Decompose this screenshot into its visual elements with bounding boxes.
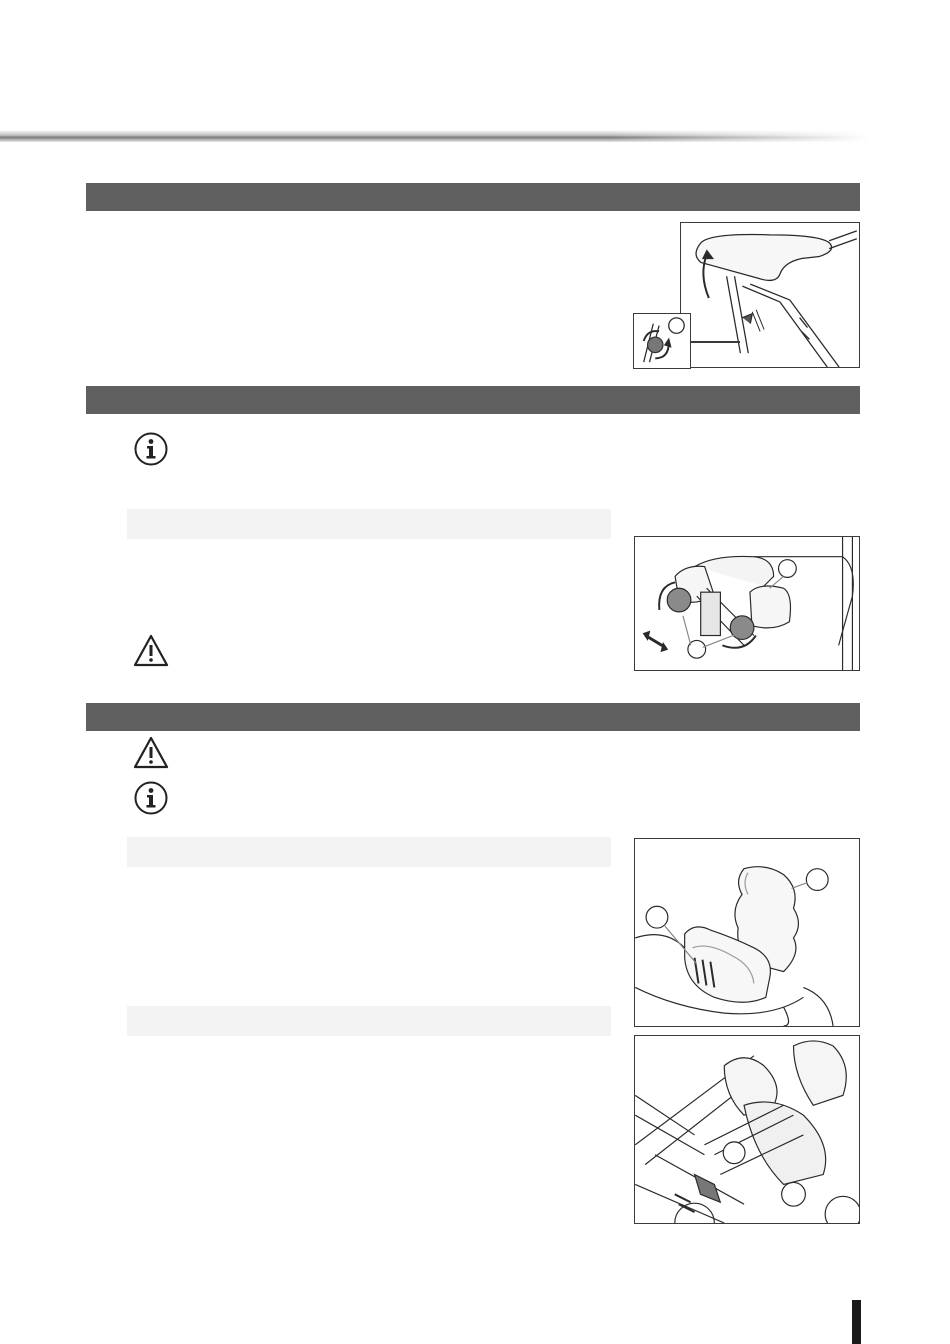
warning-icon xyxy=(133,633,169,669)
tray-adjust-figure xyxy=(680,222,860,368)
tray-knob-inset xyxy=(633,313,691,369)
subsection-bar-1 xyxy=(127,509,611,539)
info-icon xyxy=(133,431,169,467)
hip-support-figure xyxy=(634,536,860,671)
header-rule xyxy=(0,130,870,142)
section-header-3 xyxy=(86,703,860,731)
section-header-1 xyxy=(86,183,860,211)
frame-bottom-figure xyxy=(634,1035,860,1224)
info-icon xyxy=(133,780,169,816)
section-header-2 xyxy=(86,386,860,414)
subsection-bar-2 xyxy=(127,837,611,867)
backrest-figure xyxy=(634,838,860,1027)
subsection-bar-3 xyxy=(127,1006,611,1036)
warning-icon xyxy=(133,735,169,771)
page-edge-tab xyxy=(852,1300,861,1344)
inset-leader-line xyxy=(690,341,740,343)
